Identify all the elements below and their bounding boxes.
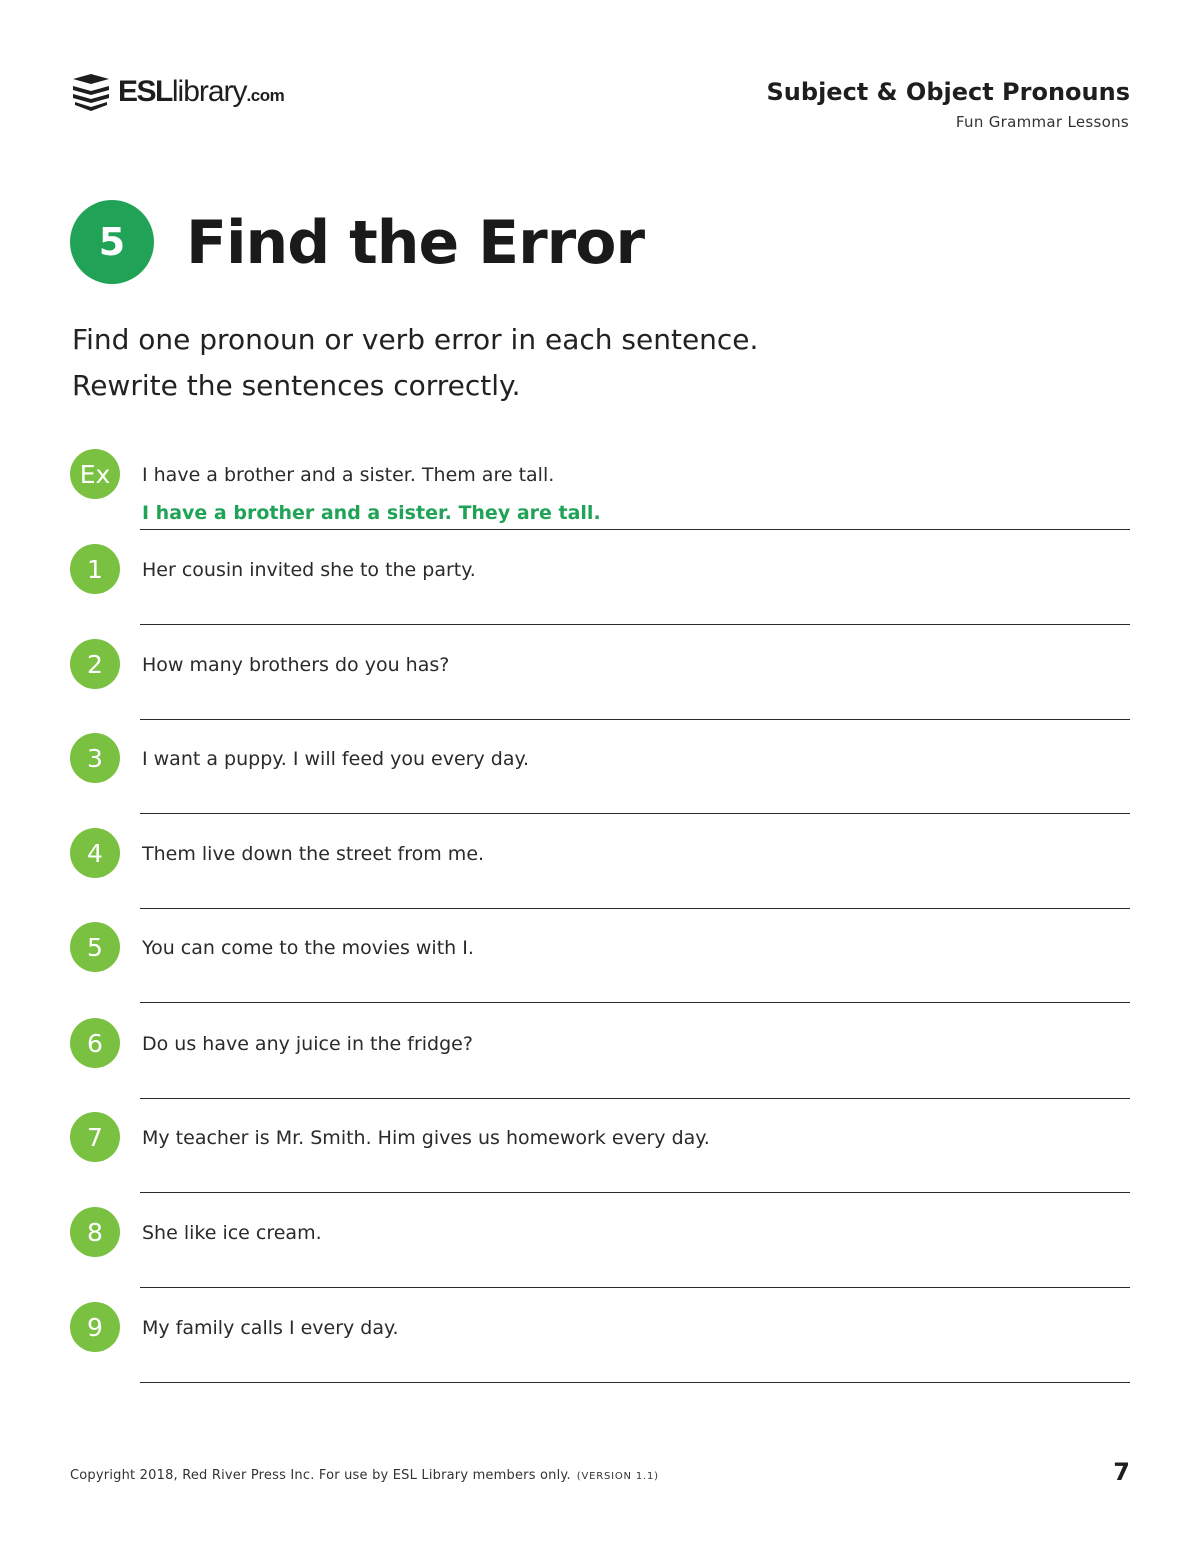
example-answer: I have a brother and a sister. They are tall. — [142, 502, 601, 524]
exercise-item-3 — [0, 733, 1200, 827]
book-stack-icon — [70, 71, 112, 113]
instruction-line-2: Rewrite the sentences correctly. — [72, 369, 521, 402]
esl-library-logo — [70, 70, 284, 114]
item-sentence: Them live down the street from me. — [142, 843, 485, 865]
exercise-item-4 — [0, 828, 1200, 922]
item-number-badge: 6 — [70, 1018, 120, 1068]
item-number-badge: 9 — [70, 1302, 120, 1352]
example-sentence: I have a brother and a sister. Them are tall. — [142, 464, 555, 486]
item-sentence: My family calls I every day. — [142, 1317, 399, 1339]
exercise-item-6 — [0, 1018, 1200, 1112]
page-number: 7 — [1113, 1458, 1130, 1486]
item-number-badge: 8 — [70, 1207, 120, 1257]
item-number-badge: 4 — [70, 828, 120, 878]
logo-wordmark: ESLlibrary.com — [118, 75, 285, 108]
answer-line — [140, 529, 1130, 530]
answer-line[interactable] — [140, 1192, 1130, 1193]
item-sentence: Her cousin invited she to the party. — [142, 559, 476, 581]
version-label: (VERSION 1.1) — [576, 1471, 659, 1482]
item-sentence: You can come to the movies with I. — [142, 937, 474, 959]
lesson-title: Subject & Object Pronouns — [766, 78, 1130, 106]
exercise-item-8 — [0, 1207, 1200, 1301]
section-number-badge: 5 — [70, 200, 154, 284]
answer-line[interactable] — [140, 813, 1130, 814]
exercise-item-7 — [0, 1112, 1200, 1206]
item-number-badge: 5 — [70, 922, 120, 972]
item-number-badge: 1 — [70, 544, 120, 594]
item-sentence: I want a puppy. I will feed you every day. — [142, 748, 530, 770]
section-title: Find the Error — [186, 208, 645, 278]
item-number-badge: 7 — [70, 1112, 120, 1162]
exercise-item-1 — [0, 544, 1200, 638]
lesson-subtitle: Fun Grammar Lessons — [955, 113, 1129, 131]
answer-line[interactable] — [140, 908, 1130, 909]
answer-line[interactable] — [140, 1098, 1130, 1099]
item-sentence: How many brothers do you has? — [142, 654, 450, 676]
answer-line[interactable] — [140, 1287, 1130, 1288]
answer-line[interactable] — [140, 719, 1130, 720]
exercise-item-9 — [0, 1302, 1200, 1396]
copyright-footer — [70, 1468, 659, 1483]
exercise-item-2 — [0, 639, 1200, 733]
item-sentence: She like ice cream. — [142, 1222, 322, 1244]
answer-line[interactable] — [140, 624, 1130, 625]
copyright-text: Copyright 2018, Red River Press Inc. For use by ESL Library members only. — [70, 1468, 571, 1483]
example-item — [0, 449, 1200, 543]
answer-line[interactable] — [140, 1382, 1130, 1383]
example-badge: Ex — [70, 449, 120, 499]
item-number-badge: 2 — [70, 639, 120, 689]
instruction-line-1: Find one pronoun or verb error in each sentence. — [72, 323, 759, 356]
item-number-badge: 3 — [70, 733, 120, 783]
item-sentence: Do us have any juice in the fridge? — [142, 1033, 473, 1055]
answer-line[interactable] — [140, 1002, 1130, 1003]
item-sentence: My teacher is Mr. Smith. Him gives us homework every day. — [142, 1127, 710, 1149]
exercise-item-5 — [0, 922, 1200, 1016]
